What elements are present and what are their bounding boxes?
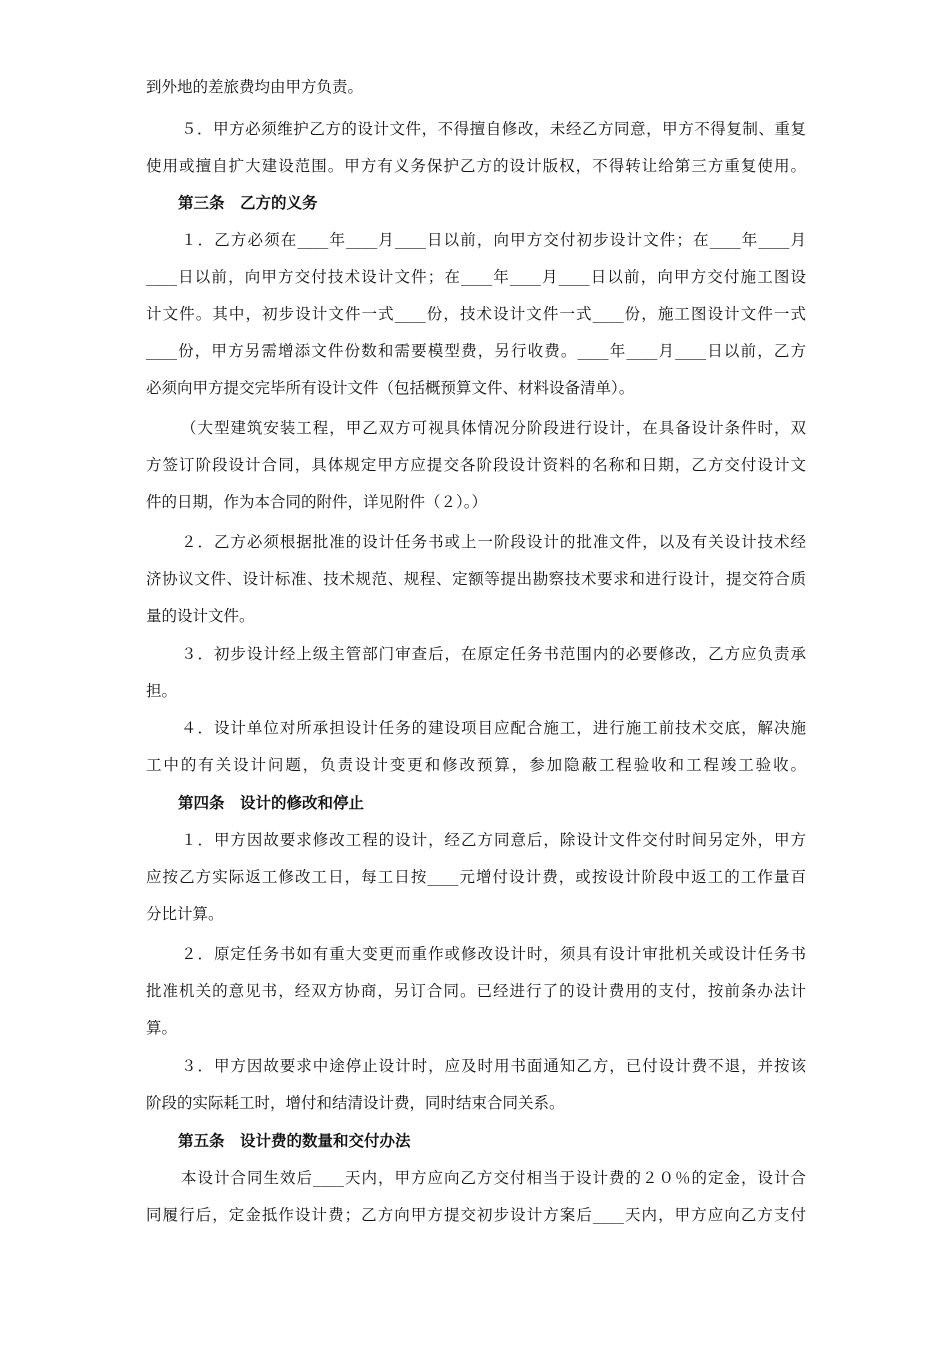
paragraph-line: 分比计算。 bbox=[146, 905, 224, 923]
paragraph-line: 济协议文件、设计标准、技术规范、规程、定额等提出勘察技术要求和进行设计，提交符合质 bbox=[146, 570, 806, 588]
section-heading: 第五条 设计费的数量和交付办法 bbox=[178, 1131, 411, 1150]
paragraph-line: 必须向甲方提交完毕所有设计文件（包括概预算文件、材料设备清单）。 bbox=[146, 379, 635, 397]
paragraph-line: 件的日期，作为本合同的附件，详见附件（２）。） bbox=[146, 493, 488, 511]
paragraph-line: 方签订阶段设计合同，具体规定甲方应提交各阶段设计资料的名称和日期，乙方交付设计文 bbox=[146, 456, 806, 474]
paragraph-line: ３．初步设计经上级主管部门审查后，在原定任务书范围内的必要修改，乙方应负责承 bbox=[181, 645, 806, 663]
paragraph-line: ５．甲方必须维护乙方的设计文件，不得擅自修改，未经乙方同意，甲方不得复制、重复 bbox=[181, 120, 806, 138]
paragraph-line: 到外地的差旅费均由甲方负责。 bbox=[146, 78, 364, 96]
section-heading: 第四条 设计的修改和停止 bbox=[178, 793, 365, 812]
paragraph-line: 使用或擅自扩大建设范围。甲方有义务保护乙方的设计版权，不得转让给第三方重复使用。 bbox=[146, 157, 806, 175]
paragraph-line: 担。 bbox=[146, 682, 178, 700]
paragraph-line: 计文件。其中，初步设计文件一式____份，技术设计文件一式____份，施工图设计文件一式 bbox=[146, 305, 806, 323]
paragraph-line: ４．设计单位对所承担设计任务的建设项目应配合施工，进行施工前技术交底，解决施 bbox=[181, 719, 806, 737]
paragraph-line: 应按乙方实际返工修改工日，每工日按____元增付设计费，或按设计阶段中返工的工作量百 bbox=[146, 868, 806, 886]
paragraph-line: ____日以前，向甲方交付技术设计文件；在____年____月____日以前，向甲方交付施工图设 bbox=[146, 268, 806, 286]
section-heading: 第三条 乙方的义务 bbox=[178, 193, 318, 212]
paragraph-line: （大型建筑安装工程，甲乙双方可视具体情况分阶段进行设计，在具备设计条件时，双 bbox=[181, 419, 806, 437]
paragraph-line: 本设计合同生效后____天内，甲方应向乙方交付相当于设计费的２０％的定金，设计合 bbox=[181, 1169, 806, 1187]
paragraph-line: 同履行后，定金抵作设计费；乙方向甲方提交初步设计方案后____天内，甲方应向乙方支付 bbox=[146, 1206, 806, 1224]
paragraph-line: 量的设计文件。 bbox=[146, 607, 255, 625]
paragraph-line: ３．甲方因故要求中途停止设计时，应及时用书面通知乙方，已付设计费不退，并按该 bbox=[181, 1057, 806, 1075]
paragraph-line: 工中的有关设计问题，负责设计变更和修改预算，参加隐蔽工程验收和工程竣工验收。 bbox=[146, 756, 806, 774]
paragraph-line: ２．乙方必须根据批准的设计任务书或上一阶段设计的批准文件，以及有关设计技术经 bbox=[181, 533, 806, 551]
paragraph-line: ____份，甲方另需增添文件份数和需要模型费，另行收费。____年____月____日以前，乙方 bbox=[146, 342, 806, 360]
paragraph-line: 阶段的实际耗工时，增付和结清设计费，同时结束合同关系。 bbox=[146, 1094, 565, 1112]
paragraph-line: 算。 bbox=[146, 1019, 178, 1037]
paragraph-line: ２．原定任务书如有重大变更而重作或修改设计时，须具有设计审批机关或设计任务书 bbox=[181, 945, 806, 963]
paragraph-line: 批准机关的意见书，经双方协商，另订合同。已经进行了的设计费用的支付，按前条办法计 bbox=[146, 982, 806, 1000]
paragraph-line: １．乙方必须在____年____月____日以前，向甲方交付初步设计文件；在____年____月 bbox=[181, 231, 806, 249]
paragraph-line: １．甲方因故要求修改工程的设计，经乙方同意后，除设计文件交付时间另定外，甲方 bbox=[181, 831, 806, 849]
